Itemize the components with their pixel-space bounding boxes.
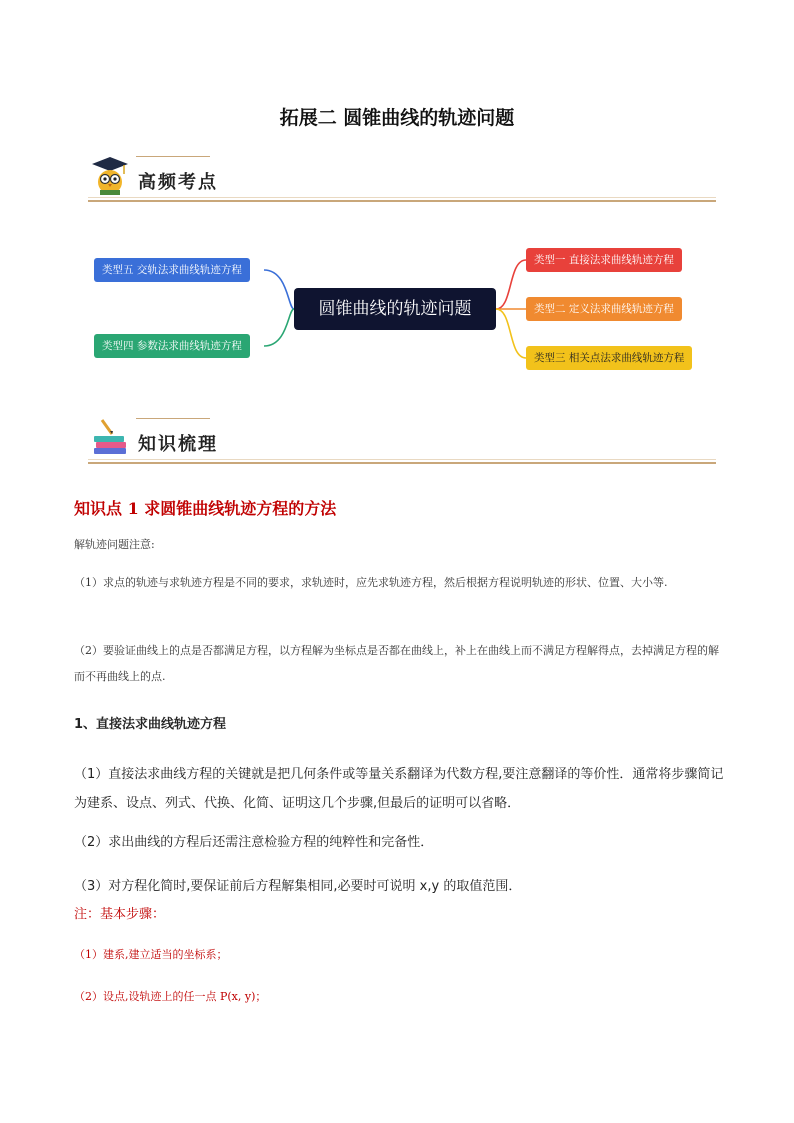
step-1: （1）建系,建立适当的坐标系； [74, 948, 228, 961]
knowledge-point-title: 知识点 1 求圆锥曲线轨迹方程的方法 [74, 499, 337, 518]
banner-label: 高频考点 [138, 172, 218, 193]
direct-method-point-1: （1）直接法求曲线方程的关键就是把几何条件或等量关系翻译为代数方程,要注意翻译的等价性．通常将步骤简记为建系、设点、列式、代换、化简、证明这几个步骤,但最后的证明可以省略． [74, 767, 724, 811]
mindmap-center: 圆锥曲线的轨迹问题 [294, 288, 496, 330]
section-heading-direct-method: 1、直接法求曲线轨迹方程 [74, 717, 227, 732]
section-banner-high-frequency [88, 152, 716, 204]
mind-map [88, 240, 718, 380]
owl-graduate-icon [88, 154, 132, 198]
banner-label: 知识梳理 [138, 434, 218, 455]
mindmap-node-type2: 类型二 定义法求曲线轨迹方程 [526, 297, 682, 321]
page-title: 拓展二 圆锥曲线的轨迹问题 [279, 107, 515, 129]
books-pencil-icon [88, 416, 132, 460]
note-1: （1）求点的轨迹与求轨迹方程是不同的要求，求轨迹时，应先求轨迹方程，然后根据方程说明轨迹的形状、位置、大小等. [74, 576, 668, 589]
note-2: （2）要验证曲线上的点是否都满足方程，以方程解为坐标点是否都在曲线上，补上在曲线上而不满足方程解得点，去掉满足方程的解而不再曲线上的点. [74, 644, 719, 683]
step-2: （2）设点,设轨迹上的任一点 P(x, y)； [74, 990, 267, 1003]
mindmap-node-type1: 类型一 直接法求曲线轨迹方程 [526, 248, 682, 272]
mindmap-node-type3: 类型三 相关点法求曲线轨迹方程 [526, 346, 692, 370]
intro-text: 解轨迹问题注意: [74, 538, 155, 551]
mindmap-node-type4: 类型四 参数法求曲线轨迹方程 [94, 334, 250, 358]
direct-method-point-2: （2）求出曲线的方程后还需注意检验方程的纯粹性和完备性． [74, 835, 434, 850]
direct-method-point-3: （3）对方程化简时,要保证前后方程解集相同,必要时可说明 x,y 的取值范围． [74, 879, 522, 894]
note-heading: 注：基本步骤： [74, 907, 166, 922]
mindmap-node-type5: 类型五 交轨法求曲线轨迹方程 [94, 258, 250, 282]
section-banner-knowledge [88, 414, 716, 466]
